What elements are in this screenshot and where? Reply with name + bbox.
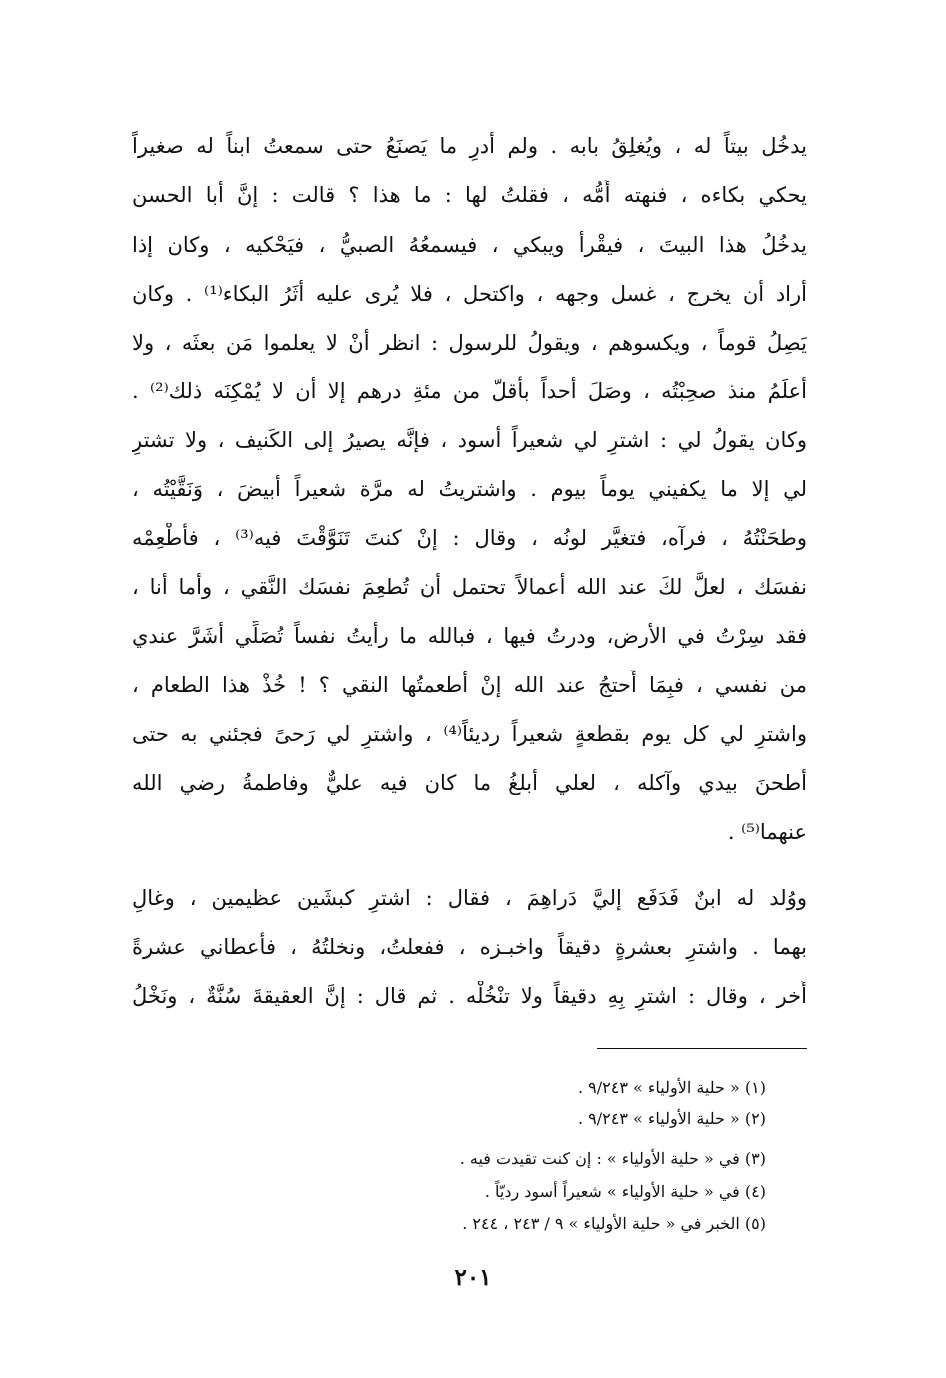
text-line: يَصِلُ قوماً ، ويكسوهم ، ويقولُ للرسول : انظر أنْ لا يعلموا مَن بعثَه ، ولا (132, 331, 807, 355)
text-line: من نفسي ، فبِمَا أَحتجُ عند الله إنْ أطعمتُها النقي ؟ ! خُذْ هذا الطعام ، (132, 673, 807, 697)
text-line: وطحَنْتُهُ ، فرآه، فتغيَّر لونُه ، وقال : إنْ كنتَ تَنَوَّقْتَ فيه⁽³⁾ ، فأطْعِمْه (132, 526, 807, 550)
text-line: عنهما⁽⁵⁾ . (727, 820, 807, 844)
text-line: ووُلد له ابنٌ فَدَفَع إليَّ دَراهِمَ ، فقال : اشترِ كبشَين عظيمين ، وغالِ (132, 886, 807, 910)
footnote: (٤) في « حلية الأولياء » شعيراً أسود رديّاً . (484, 1182, 766, 1201)
text-line: أعلَمُ منذ صحِبْتُه ، وصَلَ أحداً بأقلّ من مئةِ درهم إلا أن لا يُمْكِنَه ذلك⁽²⁾ . (132, 379, 807, 403)
text-line: بهما . واشترِ بعشرةٍ دقيقاً واخبـزه ، ففعلتُ، ونخلتُهُ ، فأعطاني عشرةً (132, 935, 807, 959)
text-line: فقد سِرْتُ في الأرض، ودرتُ فيها ، فبالله ما رأيتُ نفساً تُصَلِّي أشَرَّ عندي (132, 624, 807, 648)
text-line: واشترِ لي كل يوم بقطعةٍ شعيراً رديئاً⁽⁴⁾ ، واشترِ لي رَحىً فجئني به حتى (132, 722, 807, 746)
text-line: يدخُلُ هذا البيتَ ، فيقْرأ ويبكي ، فيسمعُهُ الصبيُّ ، فيَحْكيه ، وكان إذا (132, 233, 807, 257)
text-line: أُخر ، وقال : اشترِ بِهِ دقيقاً ولا تنْخُلْه . ثم قال : إنَّ العقيقةَ سُنَّةٌ ، ونَخْلُ (132, 984, 807, 1008)
text-line: يحكي بكاءه ، فنهته أُمُّه ، فقلتُ لها : ما هذا ؟ قالت : إنَّ أبا الحسن (132, 183, 807, 207)
footnote: (٥) الخبر في « حلية الأولياء » ٩ / ٢٤٣ ، ٢٤٤ . (462, 1214, 766, 1233)
footnote: (١) « حلية الأولياء » ٩/٢٤٣ . (577, 1078, 766, 1097)
text-line: أراد أن يخرج ، غسل وجهه ، واكتحل ، فلا يُرى عليه أثَرُ البكاء⁽¹⁾ . وكان (132, 282, 807, 306)
footnote-separator (597, 1048, 807, 1049)
text-line: نفسَك ، لعلَّ لكَ عند الله أعمالاً تحتمل أن تُطعِمَ نفسَك النَّقي ، وأما أنا ، (132, 575, 807, 599)
text-line: يدخُل بيتاً له ، ويُغلِقُ بابه . ولم أدرِ ما يَصنَعُ حتى سمعتُ ابناً له صغيراً (132, 134, 807, 158)
text-line: وكان يقولُ لي : اشترِ لي شعيراً أسود ، فإنَّه يصيرُ إلى الكَنيف ، ولا تشترِ (132, 428, 807, 452)
footnote: (٣) في « حلية الأولياء » : إن كنت تقيدت فيه . (459, 1149, 766, 1168)
footnote: (٢) « حلية الأولياء » ٩/٢٤٣ . (577, 1109, 766, 1128)
page-number: ٢٠١ (454, 1264, 492, 1291)
text-line: أطحنَ بيدي وآكله ، لعلي أبلغُ ما كان فيه عليٌّ وفاطمةُ رضي الله (132, 771, 807, 795)
text-line: لي إلا ما يكفيني يوماً بيوم . واشتريتُ له مرَّة شعيراً أبيضَ ، وَنَقَّيْتُه ، (132, 477, 807, 501)
